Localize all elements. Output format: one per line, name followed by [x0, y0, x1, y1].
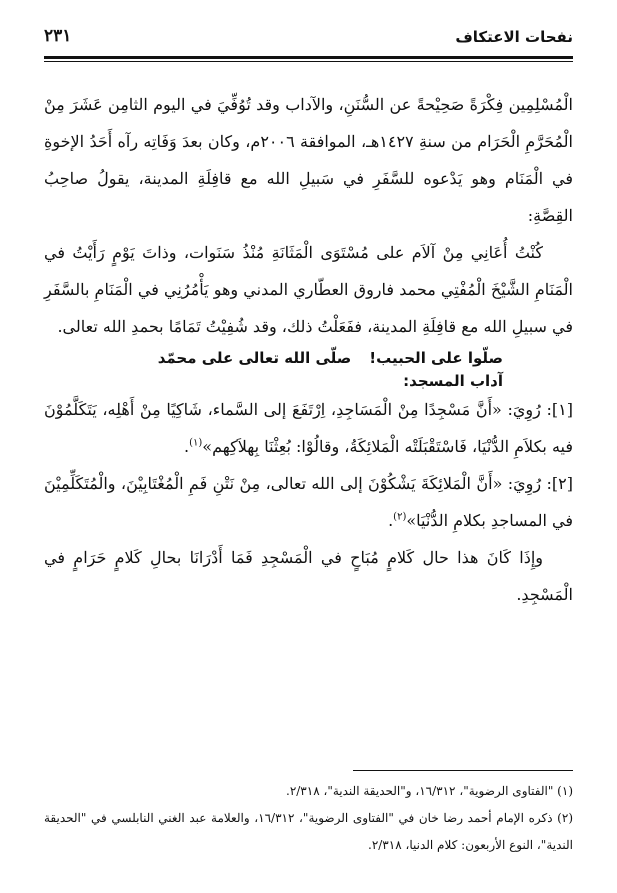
header-divider [44, 56, 573, 59]
closing-paragraph: وإِذَا كَانَ هذا حال كَلامٍ مُبَاحٍ في الْمَسْجِدِ فَمَا أَدْرَانَا بحالِ كَلامٍ حَرَامٍ في الْمَسْجِدِ. [44, 548, 573, 604]
footnote-2: (٢) ذكره الإمام أحمد رضا خان في "الفتاوى الرضوية"، ١٦/٣١٢، والعلامة عبد الغني النابلسي في "الحديقة الندية"، النوع الأربعون: كلام الدنيا، ٢/٣١٨. [44, 811, 573, 852]
narration-2: [٢]: رُوِيَ: «أَنَّ الْمَلائِكَةَ يَشْكُوْنَ إلى الله تعالى، مِنْ نَتْنِ فَمِ الْمُغْتَابِيْنَ، والْمُتَكَلِّمِيْنَ في المساجدِ بكلامِ الدُّنْيَا»$^{(٢)}$. [44, 474, 573, 530]
narration-1-text: [١]: رُوِيَ: «أَنَّ مَسْجِدًا مِنْ الْمَسَاجِدِ، اِرْتَفَعَ إلى السَّماء، شَاكِيًا مِنْ أَهْلِه، يَتَكَلَّمُوْنَ فيه بكلاَمِ الدُّنْيَا، فَاسْتَقْبَلَتْه الْمَلائِكَةُ، وقالُوْا: بُعِثْنَا بِهلاَكِهم» [44, 400, 573, 456]
main-text [44, 86, 573, 613]
footnote-1: (١) "الفتاوى الرضوية"، ١٦/٣١٢، و"الحديقة الندية"، ٢/٣١٨. [285, 784, 573, 798]
section-heading: آداب المسجد: [403, 372, 503, 390]
dream-paragraph: كُنْتُ أُعَانِي مِنْ آلاَم على مُسْتَوَى الْمَثَانَةِ مُنْذُ سَنَوات، وذاتَ يَوْمٍ رَأَيْتُ في الْمَنَامِ الشَّيْخَ الْمُفْتِي محمد فاروق العطّاري المدني وهو يَأْمُرُنِي في الْمَنَامِ بالسَّفَرِ في سبيلِ الله مع قافِلَةِ المدينة، ففَعَلْتُ ذلك، وقد شُفِيْتُ تَمَامًا بحمدِ الله تعالى. [44, 243, 573, 336]
page-number: ٢٣١ [44, 26, 72, 46]
footnote-divider [353, 770, 573, 771]
footnotes [44, 778, 573, 859]
narration-2-text: [٢]: رُوِيَ: «أَنَّ الْمَلائِكَةَ يَشْكُوْنَ إلى الله تعالى، مِنْ نَتْنِ فَمِ الْمُغْتَابِيْنَ، والْمُتَكَلِّمِيْنَ في المساجدِ بكلامِ الدُّنْيَا» [44, 474, 573, 530]
salawat-line [44, 345, 573, 371]
story-paragraph: الْمُسْلِمِين فِكْرَةً صَحِيْحةً عن السُّنَنِ، والآداب وقد تُوُفِّيَ في اليوم الثامِن عَشَرَ مِنْ الْمُحَرَّمِ الْحَرَام من سنةِ ١٤٢٧هـ، الموافقة ٢٠٠٦م، وكان بعدَ وَفَاتِه رآه أَحَدُ الإخوةِ في الْمَنَام وهو يَدْعوه للسَّفَرِ في سَبيلِ الله مع قافِلَةِ المدينة، يقولُ صاحِبُ القِصَّةِ: [44, 95, 573, 225]
header-divider-thin [44, 61, 573, 62]
footnote-ref-1[interactable]: (١) [189, 437, 203, 449]
salawat-call: صلّوا على الحبيب! [369, 349, 503, 367]
page-header [44, 26, 573, 48]
book-title: نفحات الاعتكاف [455, 28, 573, 46]
footnote-ref-2[interactable]: (٢) [393, 511, 407, 523]
salawat-response: صلّى الله تعالى على محمّد [157, 349, 352, 367]
narration-1: [١]: رُوِيَ: «أَنَّ مَسْجِدًا مِنْ الْمَسَاجِدِ، اِرْتَفَعَ إلى السَّماء، شَاكِيًا مِنْ أَهْلِه، يَتَكَلَّمُوْنَ فيه بكلاَمِ الدُّنْيَا، فَاسْتَقْبَلَتْه الْمَلائِكَةُ، وقالُوْا: بُعِثْنَا بِهلاَكِهم»$^{(١)}$. [44, 400, 573, 456]
